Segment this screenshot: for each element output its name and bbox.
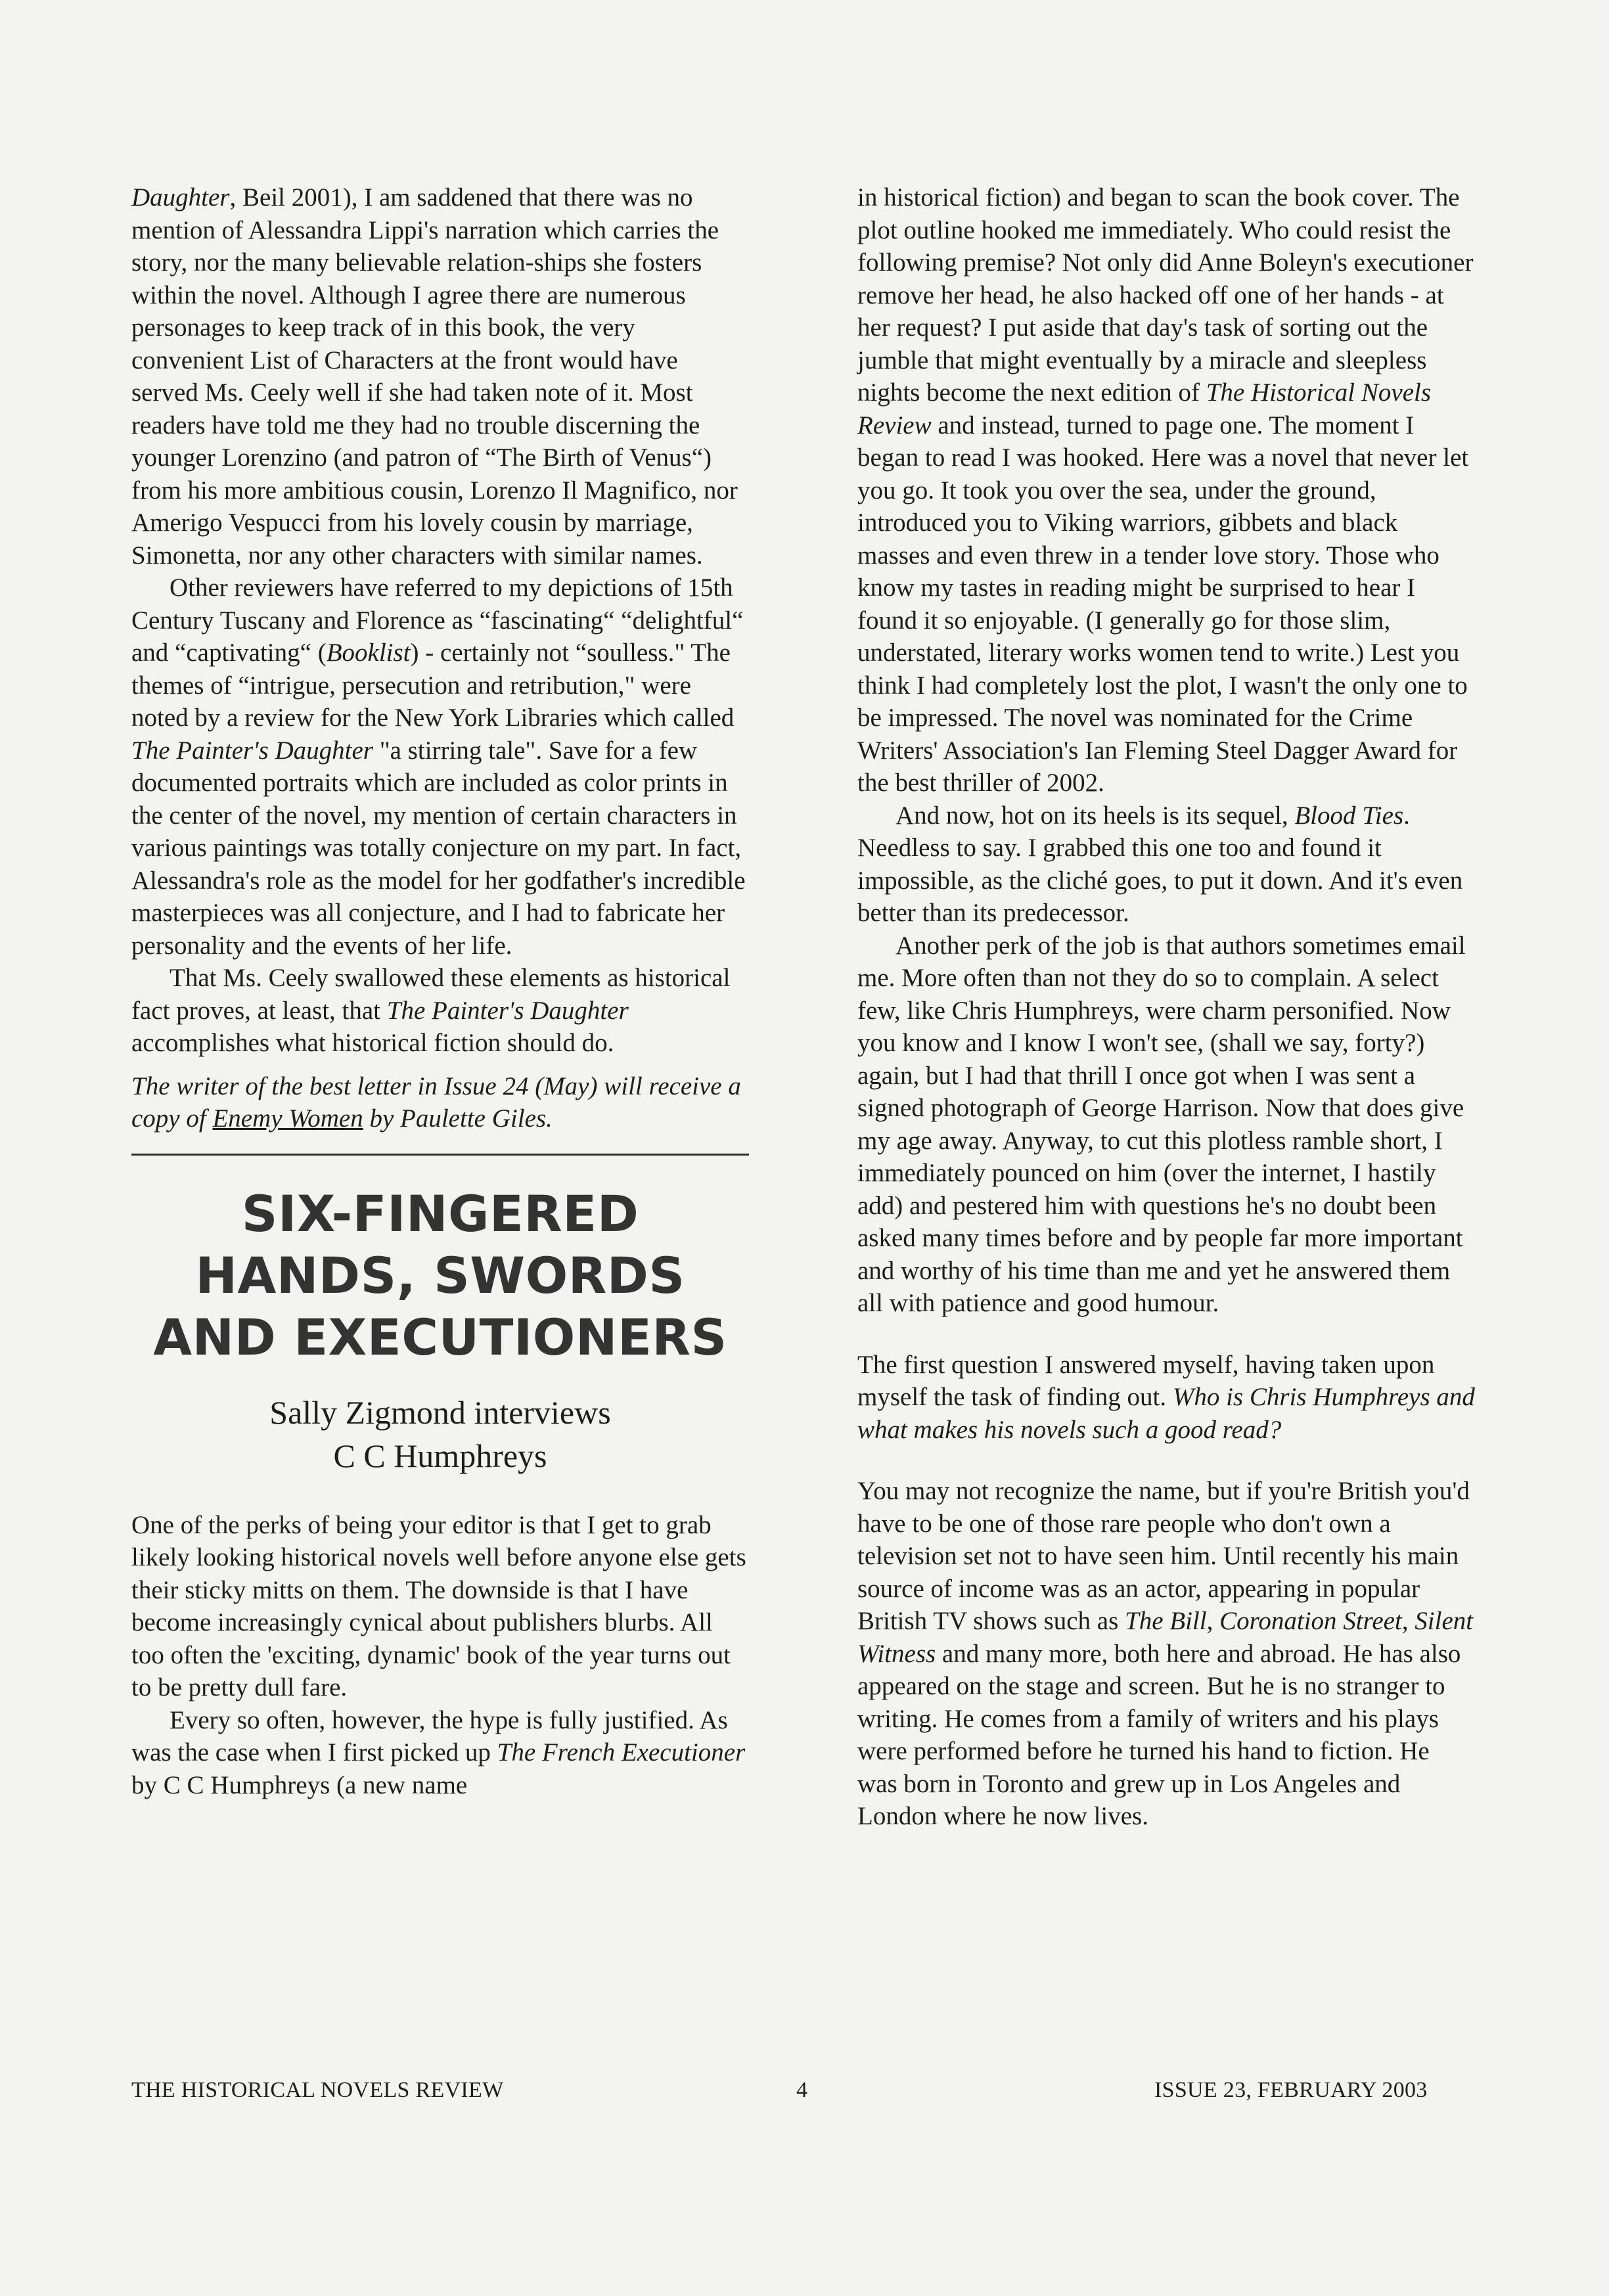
left-column bbox=[131, 181, 749, 1801]
best-letter-notice: The writer of the best letter in Issue 24 (May) will receive a copy of Enemy Women by Paulette Giles. bbox=[131, 1071, 741, 1133]
byline-line: Sally Zigmond interviews bbox=[269, 1393, 611, 1431]
article-paragraph: One of the perks of being your editor is that I get to grab likely looking historical novels well before anyone else gets their sticky mitts on them. The downside is that I have become increasingly cynical about publishers blurbs. All too often the 'exciting, dynamic' book of the year turns out to be pretty dull fare. bbox=[131, 1510, 746, 1701]
article-paragraph: in historical fiction) and began to scan the book cover. The plot outline hooked me immediately. Who could resist the following premise? Not only did Anne Boleyn's executioner remove her head, he also hacked off one of her hands - at her request? I put aside that day's task of sorting out the jumble that might eventually by a miracle and sleepless nights become the next edition of The Historical Novels Review and instead, turned to page one. The moment I began to read I was hooked. Here was a novel that never let you go. It took you over the sea, under the ground, introduced you to Viking warriors, gibbets and black masses and even threw in a tender love story. Those who know my tastes in reading might be surprised to hear I found it so enjoyable. (I generally go for those slim, understated, literary works women tend to write.) Lest you think I had completely lost the plot, I wasn't the only one to be impressed. The novel was nominated for the Crime Writers' Association's Ian Fleming Steel Dagger Award for the best thriller of 2002. bbox=[857, 183, 1474, 797]
article-paragraph: Every so often, however, the hype is fully justified. As was the case when I first picked up The French Executioner by C C Humphreys (a new name bbox=[131, 1705, 746, 1799]
footer-page-number: 4 bbox=[796, 2078, 808, 2102]
right-column bbox=[857, 181, 1475, 1833]
section-divider bbox=[131, 1154, 749, 1156]
byline-line: C C Humphreys bbox=[333, 1437, 547, 1474]
footer-publication: THE HISTORICAL NOVELS REVIEW bbox=[131, 2078, 504, 2102]
letter-paragraph: Other reviewers have referred to my depictions of 15th Century Tuscany and Florence as “fascinating“ “delightful“ and “captivating“ (Booklist) - certainly not “soulless." The themes of “intrigue, persecution and retribution," were noted by a review for the New York Libraries which called The Painter's Daughter "a stirring tale". Save for a few documented portraits which are included as color prints in the center of the novel, my mention of certain characters in various paintings was totally conjecture on my part. In fact, Alessandra's role as the model for her godfather's incredible masterpieces was all conjecture, and I had to fabricate her personality and the events of her life. bbox=[131, 574, 746, 960]
article-headline bbox=[131, 1183, 749, 1368]
letter-paragraph: Daughter, Beil 2001), I am saddened that there was no mention of Alessandra Lippi's narration which carries the story, nor the many believable relation-ships she fosters within the novel. Although I agree there are numerous personages to keep track of in this book, the very convenient List of Characters at the front would have served Ms. Ceely well if she had taken note of it. Most readers have told me they had no trouble discerning the younger Lorenzino (and patron of “The Birth of Venus“) from his more ambitious cousin, Lorenzo Il Magnifico, nor Amerigo Vespucci from his lovely cousin by marriage, Simonetta, nor any other characters with similar names. bbox=[131, 183, 738, 570]
article-paragraph: You may not recognize the name, but if you're British you'd have to be one of those rare people who don't own a television set not to have seen him. Until recently his main source of income was as an actor, appearing in popular British TV shows such as The Bill, Coronation Street, Silent Witness and many more, both here and abroad. He has also appeared on the stage and screen. But he is no stranger to writing. He comes from a family of writers and his plays were performed before he turned his hand to fiction. He was born in Toronto and grew up in Los Angeles and London where he now lives. bbox=[857, 1477, 1474, 1830]
letter-paragraph: That Ms. Ceely swallowed these elements as historical fact proves, at least, that The Painter's Daughter accomplishes what historical fiction should do. bbox=[131, 964, 731, 1057]
article-paragraph: The first question I answered myself, having taken upon myself the task of finding out. Who is Chris Humphreys and what makes his novels such a good read? bbox=[857, 1350, 1475, 1444]
headline-line: HANDS, SWORDS bbox=[195, 1246, 685, 1305]
footer-issue: ISSUE 23, FEBRUARY 2003 bbox=[1154, 2078, 1428, 2102]
article-paragraph: And now, hot on its heels is its sequel, Blood Ties. Needless to say. I grabbed this one too and found it impossible, as the cliché goes, to put it down. And it's even better than its predecessor. bbox=[857, 801, 1463, 927]
headline-line: AND EXECUTIONERS bbox=[153, 1307, 727, 1366]
article-byline bbox=[131, 1391, 749, 1477]
headline-line: SIX-FINGERED bbox=[241, 1184, 639, 1243]
article-paragraph: Another perk of the job is that authors sometimes email me. More often than not they do so to complain. A select few, like Chris Humphreys, were charm personified. Now you know and I know I won't see, (shall we say, forty?) again, but I had that thrill I once got when I was sent a signed photograph of George Harrison. Now that does give my age away. Anyway, to cut this plotless ramble short, I immediately pounced on him (over the internet, I hastily add) and pestered him with questions he's no doubt been asked many times before and by people far more important and worthy of his time than me and yet he answered them all with patience and good humour. bbox=[857, 931, 1466, 1317]
